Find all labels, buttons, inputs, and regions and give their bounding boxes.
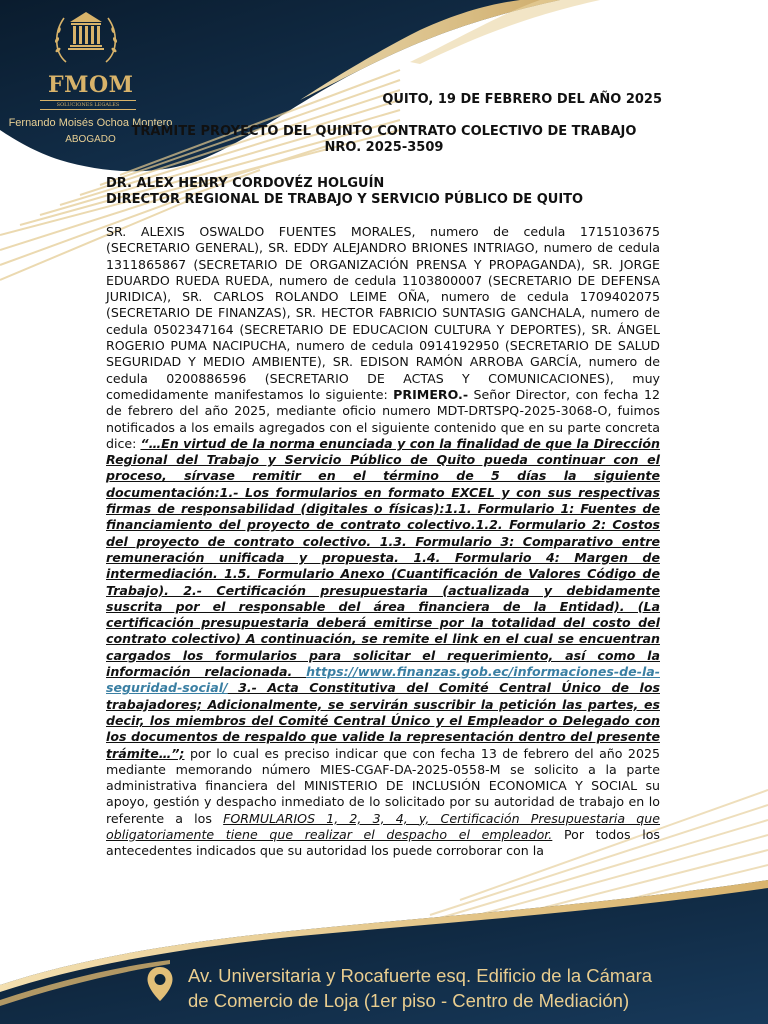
footer-address-line-2: de Comercio de Loja (1er piso - Centro de Mediación) [188,990,630,1011]
body-primero: PRIMERO.- [393,386,469,402]
addressee-name: DR. ALEX HENRY CORDOVÉZ HOLGUÍN [106,176,385,191]
body-paragraph-3: por lo cual es preciso indicar que con fecha 13 de febrero del año 2025 mediante memorando número MIES-CGAF-DA-2025-0558-M se solicito a la parte administrativa financiera del MINISTERIO DE INCLUSIÓN ECONOMICA Y SOCIAL su apoyo, gestión y despacho inmediato de lo solicitado por su autoridad de trabajo en lo referente a los [106,745,660,826]
subject-line-1: TRAMITE PROYECTO DEL QUINTO CONTRATO COLECTIVO DE TRABAJO [131,124,637,139]
body-quote-2: 3.- Acta Constitutiva del Comité Central Único de los trabajadores; Adicionalmente, se servirán suscribir la petición las partes, es decir, los miembros del Comité Central Único y el Empleador o Delegado con los documentos de respaldo que valide la representación dentro del presente trámite…”; [106,680,660,761]
addressee-title: DIRECTOR REGIONAL DE TRABAJO Y SERVICIO PÚBLICO DE QUITO [106,192,584,207]
finanzas-link[interactable]: https://www.finanzas.gob.ec/informaciones-de-la-seguridad-social/ [106,664,660,696]
body-paragraph-4: Por todos los antecedentes indicados que su autoridad los puede corroborar con la [106,826,660,859]
letter-body [106,224,660,860]
body-paragraph-2: Señor Director, con fecha 12 de febrero del año 2025, mediante oficio numero MDT-DRTSPQ-2025-3068-O, fuimos notificados a los emails agregados con el siguiente contenido que en su parte concreta dice: [106,386,660,451]
letter-subject [106,124,662,156]
letter-addressee [106,176,662,208]
brand-person: Fernando Moisés Ochoa Montero [8,117,173,129]
subject-line-2: NRO. 2025-3509 [324,140,444,155]
footer-address-line-1: Av. Universitaria y Rocafuerte esq. Edificio de la Cámara [188,965,653,986]
brand-tagline: SOLUCIONES LEGALES [40,100,136,110]
body-formularios: FORMULARIOS 1, 2, 3, 4, y, Certificación Presupuestaria que obligatoriamente tiene que realizar el despacho el empleador. [106,810,661,842]
brand-name: FMOM [48,72,134,98]
brand-role: ABOGADO [65,134,116,145]
location-pin-icon [146,966,174,1002]
courthouse-laurel-icon [48,6,124,70]
body-intro: SR. ALEXIS OSWALDO FUENTES MORALES, numero de cedula 1715103675 (SECRETARIO GENERAL), SR. EDDY ALEJANDRO BRIONES INTRIAGO, numero de cedula 1311865867 (SECRETARIO DE ORGANIZACIÓN PRENSA Y PROPAGANDA), SR. JORGE EDUARDO RUEDA RUEDA, numero de cedula 1103800007 (SECRETARIO DE DEFENSA JURIDICA), SR. CARLOS ROLANDO LEIME OÑA, numero de cedula 1709402075 (SECRETARIO DE FINANZAS), SR. HECTOR FABRICIO SUNTASIG GANCHALA, numero de cedula 0502347164 (SECRETARIO DE EDUCACION CULTURA Y DEPORTES), SR. ÁNGEL ROGERIO PUMA NACIPUCHA, numero de cedula 0914192950 (SECRETARIO DE SALUD SEGURIDAD Y MEDIO AMBIENTE), SR. EDISON RAMÓN ARROBA GARCÍA, numero de cedula 0200886596 (SECRETARIO DE ACTAS Y COMUNICACIONES), muy comedidamente manifestamos lo siguiente: [106,224,660,402]
letter-date: QUITO, 19 DE FEBRERO DEL AÑO 2025 [382,92,662,107]
body-quote-1: “…En virtud de la norma enunciada y con la finalidad de que la Dirección Regional del Trabajo y Servicio Público de Quito pueda continuar con el proceso, sírvase remitir en el término de 5 días la siguiente documentación:1.- Los formularios en formato EXCEL y con sus respectivas firmas de responsabilidad (digitales o físicas):1.1. Formulario 1: Fuentes de financiamiento del proyecto de contrato colectivo.1.2. Formulario 2: Costos del proyecto de contrato colectivo. 1.3. Formulario 3: Comparativo entre remuneración unificada y propuesta. 1.4. Formulario 4: Margen de intermediación. 1.5. Formulario Anexo (Cuantificación de Valores Código de Trabajo). 2.- Certificación presupuestaria (actualizada y debidamente suscrita por el responsable del área financiera de la Entidad). (La certificación presupuestaria deberá emitirse por la totalidad del costo del contrato colectivo) A continuación, se remite el link en el cual se encuentran cargados los formularios para solicitar el requerimiento, así como la información relacionada. [106,435,660,680]
